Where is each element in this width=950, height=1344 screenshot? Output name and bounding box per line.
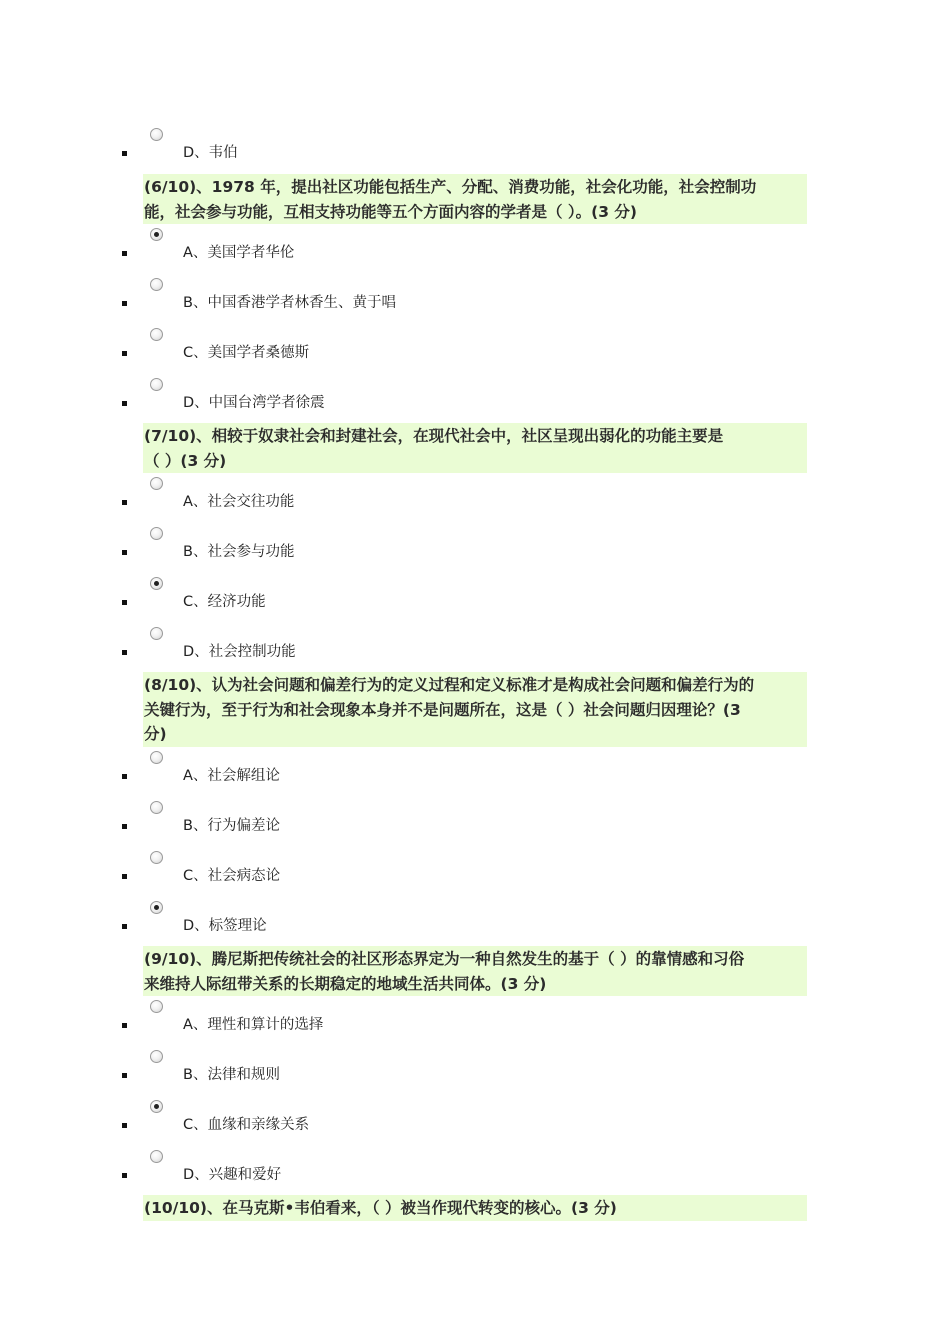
radio-button[interactable]: [150, 751, 163, 764]
list-bullet: [122, 1123, 127, 1128]
q9-option-a[interactable]: [118, 1000, 818, 1048]
q7-option-c[interactable]: [118, 577, 818, 625]
option-label: C、社会病态论: [183, 868, 281, 884]
question-text-line: (9/10)、腾尼斯把传统社会的社区形态界定为一种自然发生的基于（ ）的靠情感和习俗: [144, 950, 745, 968]
q8-option-c[interactable]: [118, 851, 818, 899]
radio-button-checked[interactable]: [150, 228, 163, 241]
option-label: D、标签理论: [183, 918, 267, 934]
option-label: A、社会解组论: [183, 768, 280, 784]
list-bullet: [122, 1023, 127, 1028]
list-bullet: [122, 351, 127, 356]
q6-option-a[interactable]: [118, 228, 818, 276]
option-label: A、理性和算计的选择: [183, 1017, 324, 1033]
question-text-line: 来维持人际纽带关系的长期稳定的地域生活共同体。(3 分): [144, 974, 547, 993]
option-label: B、中国香港学者林香生、黄于唱: [183, 295, 396, 311]
question-text-line: (6/10)、1978 年，提出社区功能包括生产、分配、消费功能，社会化功能，社会控制功: [144, 178, 757, 196]
option-label: C、血缘和亲缘关系: [183, 1117, 310, 1133]
q8-option-b[interactable]: [118, 801, 818, 849]
radio-button[interactable]: [150, 527, 163, 540]
q7-option-a[interactable]: [118, 477, 818, 525]
option-label: C、经济功能: [183, 594, 266, 610]
radio-button[interactable]: [150, 328, 163, 341]
option-label: D、中国台湾学者徐震: [183, 395, 325, 411]
question-text-line: (7/10)、相较于奴隶社会和封建社会，在现代社会中，社区呈现出弱化的功能主要是: [144, 427, 724, 445]
q6-option-b[interactable]: [118, 278, 818, 326]
question-text-line: 能，社会参与功能，互相支持功能等五个方面内容的学者是（ ）。(3 分): [144, 202, 637, 221]
q8-option-d[interactable]: [118, 901, 818, 949]
radio-button-checked[interactable]: [150, 1100, 163, 1113]
list-bullet: [122, 924, 127, 929]
option-label: D、韦伯: [183, 145, 238, 161]
list-bullet: [122, 151, 127, 156]
radio-button[interactable]: [150, 378, 163, 391]
list-bullet: [122, 500, 127, 505]
q8-option-a[interactable]: [118, 751, 818, 799]
radio-button[interactable]: [150, 1000, 163, 1013]
q9-option-c[interactable]: [118, 1100, 818, 1148]
q7-option-b[interactable]: [118, 527, 818, 575]
radio-button[interactable]: [150, 801, 163, 814]
radio-button[interactable]: [150, 1150, 163, 1163]
list-bullet: [122, 301, 127, 306]
radio-button[interactable]: [150, 128, 163, 141]
list-bullet: [122, 600, 127, 605]
list-bullet: [122, 251, 127, 256]
q6-option-c[interactable]: [118, 328, 818, 376]
list-bullet: [122, 401, 127, 406]
radio-button-checked[interactable]: [150, 901, 163, 914]
list-bullet: [122, 774, 127, 779]
list-bullet: [122, 824, 127, 829]
question-7: [143, 423, 807, 473]
q6-option-d[interactable]: [118, 378, 818, 426]
question-8: [143, 672, 807, 747]
option-label: B、社会参与功能: [183, 544, 295, 560]
list-bullet: [122, 650, 127, 655]
option-label: A、社会交往功能: [183, 494, 295, 510]
question-text-line: (8/10)、认为社会问题和偏差行为的定义过程和定义标准才是构成社会问题和偏差行为的: [144, 676, 755, 694]
question-text-line: （ ）(3 分): [144, 451, 227, 470]
list-bullet: [122, 1173, 127, 1178]
question-text-line: (10/10)、在马克斯•韦伯看来，（ ）被当作现代转变的核心。(3 分): [144, 1199, 617, 1217]
question-9: [143, 946, 807, 996]
q9-option-b[interactable]: [118, 1050, 818, 1098]
list-bullet: [122, 1073, 127, 1078]
option-label: D、社会控制功能: [183, 644, 296, 660]
option-label: A、美国学者华伦: [183, 245, 295, 261]
radio-button[interactable]: [150, 627, 163, 640]
q9-option-d[interactable]: [118, 1150, 818, 1198]
radio-button[interactable]: [150, 1050, 163, 1063]
list-bullet: [122, 874, 127, 879]
option-label: B、行为偏差论: [183, 818, 280, 834]
q5-option-d[interactable]: [118, 128, 818, 176]
option-label: B、法律和规则: [183, 1067, 280, 1083]
question-10: [143, 1195, 807, 1221]
question-text-line: 关键行为，至于行为和社会现象本身并不是问题所在，这是（ ）社会问题归因理论？(3: [144, 700, 741, 719]
question-text-line: 分): [144, 725, 167, 743]
list-bullet: [122, 550, 127, 555]
radio-button[interactable]: [150, 851, 163, 864]
radio-button[interactable]: [150, 278, 163, 291]
question-6: [143, 174, 807, 224]
q7-option-d[interactable]: [118, 627, 818, 675]
option-label: D、兴趣和爱好: [183, 1167, 282, 1183]
option-label: C、美国学者桑德斯: [183, 345, 310, 361]
radio-button[interactable]: [150, 477, 163, 490]
radio-button-checked[interactable]: [150, 577, 163, 590]
